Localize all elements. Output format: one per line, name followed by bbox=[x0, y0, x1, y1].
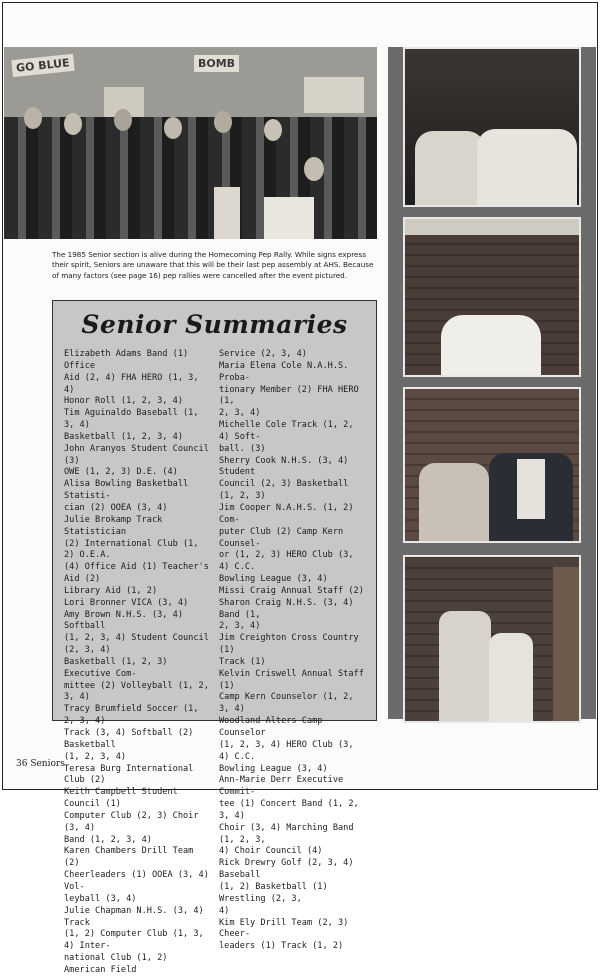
summary-line: John Aranyos Student Council (3) bbox=[64, 443, 209, 466]
summary-line: or (1, 2, 3) HERO Club (3, 4) C.C. bbox=[219, 550, 354, 573]
summary-line: (1, 2) Computer Club (1, 3, 4) Inter- bbox=[64, 929, 204, 952]
summary-line: Julie Chapman N.H.S. (3, 4) Track bbox=[64, 905, 204, 928]
summary-line: Tracy Brumfield Soccer (1, 2, 3, 4) bbox=[64, 704, 199, 727]
summary-line: Teresa Burg International Club (2) bbox=[64, 763, 194, 786]
summary-line: Julie Brokamp Track Statistician bbox=[64, 514, 163, 537]
summary-line: Camp Kern Counselor (1, 2, 3, 4) bbox=[219, 692, 354, 715]
summary-line: Sharon Craig N.H.S. (3, 4) Band (1, bbox=[219, 597, 354, 620]
summary-title: Senior Summaries bbox=[81, 310, 348, 339]
summary-line: leyball (3, 4) bbox=[64, 893, 137, 904]
summary-line: Elizabeth Adams Band (1) Office bbox=[64, 349, 189, 371]
summary-line: Missi Craig Annual Staff (2) bbox=[219, 585, 364, 596]
pep-rally-photo bbox=[4, 47, 377, 239]
summary-line: Basketball (1, 2, 3, 4) bbox=[64, 431, 183, 442]
summary-line: Aid (2, 4) FHA HERO (1, 3, 4) bbox=[64, 372, 199, 395]
summary-line: puter Club (2) Camp Kern Counsel- bbox=[219, 526, 344, 549]
summary-left-column bbox=[64, 349, 209, 977]
summary-line: Cheerleaders (1) OOEA (3, 4) Vol- bbox=[64, 870, 209, 892]
summary-line: Jim Creighton Cross Country (1) bbox=[219, 633, 359, 656]
summary-line: 2, 3, 4) bbox=[219, 621, 261, 632]
summary-line: national Club (1, 2) American Field bbox=[64, 953, 168, 975]
summary-line: Bowling League (3, 4) bbox=[219, 574, 328, 585]
summary-line: Kim Ely Drill Team (2, 3) Cheer- bbox=[219, 917, 349, 940]
summary-line: OWE (1, 2, 3) D.E. (4) bbox=[64, 467, 178, 478]
summary-line: Bowling League (3, 4) bbox=[219, 763, 328, 774]
summary-line: tionary Member (2) FHA HERO (1, bbox=[219, 384, 359, 407]
summary-line: Jim Cooper N.A.H.S. (1, 2) Com- bbox=[219, 502, 354, 525]
summary-line: 2, 3, 4) bbox=[219, 408, 261, 419]
senior-summaries-box bbox=[52, 300, 377, 975]
summary-line: Michelle Cole Track (1, 2, 4) Soft- bbox=[219, 420, 354, 442]
summary-line: (4) Office Aid (1) Teacher's Aid (2) bbox=[64, 562, 209, 585]
senior-portrait-photo-1 bbox=[403, 47, 581, 207]
summary-line: mittee (2) Volleyball (1, 2, 3, 4) bbox=[64, 680, 209, 703]
summary-right-column bbox=[219, 349, 364, 953]
summary-line: Karen Chambers Drill Team (2) bbox=[64, 846, 194, 869]
summary-line: (1, 2, 3, 4) bbox=[64, 751, 127, 762]
photo-sign-go-blue: GO BLUE bbox=[11, 54, 74, 77]
summary-line: (1, 2, 3, 4) HERO Club (3, 4) C.C. bbox=[219, 739, 354, 762]
summary-line: Alisa Bowling Basketball Statisti- bbox=[64, 479, 189, 502]
photo-sign-bomb: BOMB bbox=[194, 55, 239, 72]
summary-line: Ann-Marie Derr Executive Commit- bbox=[219, 775, 344, 798]
senior-portrait-photo-4 bbox=[403, 555, 581, 723]
photo-caption: The 1985 Senior section is alive during the Homecoming Pep Rally. While signs express their spirit, Seniors are unaware that this will be their last pep assembly at AHS. Because of many factors (see page 16) pep rallies were cancelled after the event pictured. bbox=[52, 250, 374, 280]
summary-line: Amy Brown N.H.S. (3, 4) Softball bbox=[64, 609, 183, 632]
summary-line: Service (2, 3, 4) bbox=[219, 349, 307, 359]
summary-line: Library Aid (1, 2) bbox=[64, 585, 158, 596]
summary-line: Kelvin Criswell Annual Staff (1) bbox=[219, 668, 364, 691]
summary-line: Tim Aguinaldo Baseball (1, 3, 4) bbox=[64, 408, 199, 431]
summary-line: Honor Roll (1, 2, 3, 4) bbox=[64, 396, 183, 407]
summary-line: Computer Club (2, 3) Choir (3, 4) bbox=[64, 810, 199, 833]
summary-line: Keith Campbell Student Council (1) bbox=[64, 787, 178, 810]
summary-line: tee (1) Concert Band (1, 2, 3, 4) bbox=[219, 799, 359, 821]
senior-portrait-photo-2 bbox=[403, 217, 581, 377]
summary-line: Woodland Alters Camp Counselor bbox=[219, 716, 323, 738]
summary-line: Track (1) bbox=[219, 656, 266, 667]
summary-line: cian (2) OOEA (3, 4) bbox=[64, 502, 168, 513]
summary-line: Sherry Cook N.H.S. (3, 4) Student bbox=[219, 455, 349, 478]
summary-line: Lori Bronner VICA (3, 4) bbox=[64, 597, 189, 608]
summary-line: (2) International Club (1, 2) O.E.A. bbox=[64, 538, 199, 561]
senior-portrait-photo-3 bbox=[403, 387, 581, 543]
summary-line: 4) Choir Council (4) bbox=[219, 846, 323, 857]
summary-line: Choir (3, 4) Marching Band (1, 2, 3, bbox=[219, 822, 354, 845]
summary-line: (1, 2) Basketball (1) Wrestling (2, 3, bbox=[219, 881, 328, 904]
summary-line: 4) bbox=[219, 905, 230, 916]
summary-line: Rick Drewry Golf (2, 3, 4) Baseball bbox=[219, 858, 354, 881]
summary-line: Council (2, 3) Basketball (1, 2, 3) bbox=[219, 479, 349, 502]
summary-line: Track (3, 4) Softball (2) Basketball bbox=[64, 728, 194, 750]
page-footer: 36 Seniors bbox=[16, 759, 65, 769]
summary-line: Maria Elena Cole N.A.H.S. Proba- bbox=[219, 360, 349, 383]
summary-line: (1, 2, 3, 4) Student Council (2, 3, 4) bbox=[64, 633, 209, 656]
summary-line: Basketball (1, 2, 3) Executive Com- bbox=[64, 656, 168, 679]
summary-line: ball. (3) bbox=[219, 443, 266, 454]
summary-line: Band (1, 2, 3, 4) bbox=[64, 834, 152, 845]
summary-line: leaders (1) Track (1, 2) bbox=[219, 941, 344, 952]
